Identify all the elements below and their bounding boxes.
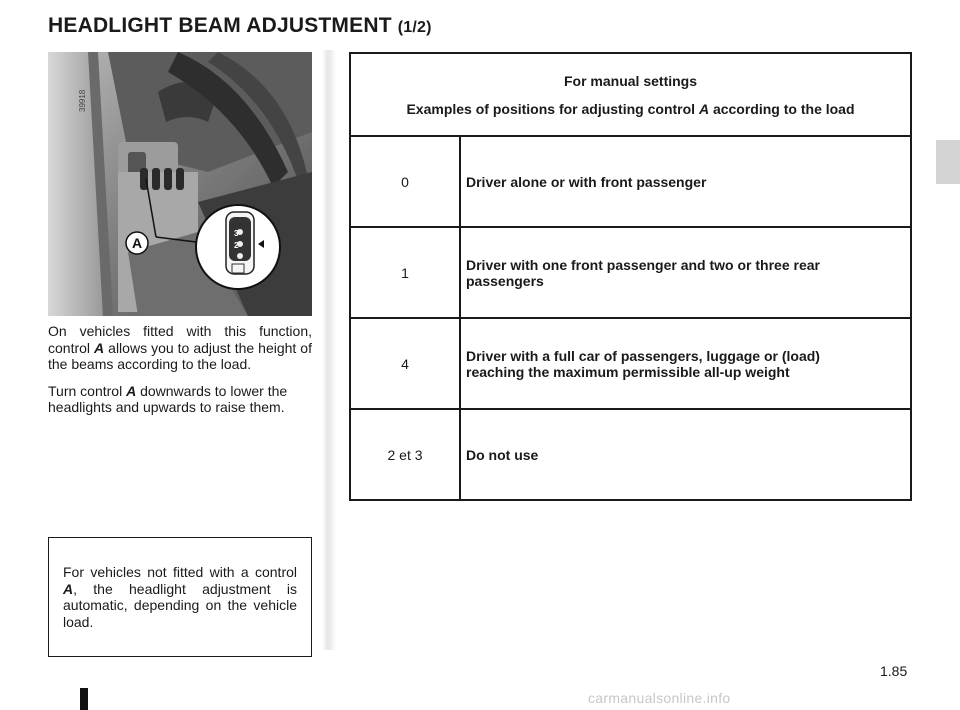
- image-reference-id: 39918: [78, 89, 87, 112]
- column-divider: [322, 50, 336, 650]
- table-header-title: For manual settings: [563, 72, 698, 89]
- table-row: [350, 318, 911, 409]
- table-header-row: [350, 53, 911, 136]
- page-title: [48, 14, 432, 38]
- control-reference: A: [94, 339, 105, 356]
- note-text-segment: , the headlight adjustment is automatic, depending on the vehicle load.: [63, 580, 297, 630]
- page-title-part: (1/2): [397, 19, 432, 36]
- description-cell: Do not use: [460, 409, 911, 500]
- intro-text: [48, 323, 312, 426]
- table-header-subtitle: [406, 101, 854, 117]
- intro-text-segment: On vehicles fitted with this function, control: [48, 323, 312, 356]
- position-cell: 0: [350, 136, 460, 227]
- intro-text-segment: downwards to lower the headlights and upwards to raise them.: [48, 382, 288, 415]
- crop-mark: [80, 688, 88, 710]
- dial-number-2: 2: [234, 241, 239, 250]
- intro-text-segment: allows you to adjust the height of the beams according to the load.: [48, 339, 312, 372]
- control-reference: A: [698, 100, 710, 117]
- description-cell: Driver with a full car of passengers, luggage or (load) reaching the maximum permissible all-up weight: [460, 318, 911, 409]
- control-reference: A: [63, 580, 74, 597]
- position-cell: 1: [350, 227, 460, 318]
- position-cell: 2 et 3: [350, 409, 460, 500]
- header-text-segment: according to the load: [709, 100, 855, 117]
- table-row: [350, 409, 911, 500]
- section-tab-marker: [936, 140, 960, 184]
- dashboard-illustration: [48, 52, 312, 316]
- control-label-a: A: [131, 235, 143, 251]
- control-reference: A: [126, 382, 137, 399]
- note-box: [48, 537, 312, 657]
- intro-paragraph-2: [48, 383, 312, 416]
- intro-paragraph-1: [48, 323, 312, 373]
- header-text-segment: Examples of positions for adjusting control: [406, 100, 699, 117]
- note-text-segment: For vehicles not fitted with a control: [63, 564, 297, 580]
- load-settings-table: [349, 52, 912, 501]
- position-cell: 4: [350, 318, 460, 409]
- description-cell: Driver alone or with front passenger: [460, 136, 911, 227]
- page-number: 1.85: [880, 663, 908, 679]
- watermark-link[interactable]: carmanualsonline.info: [588, 690, 731, 706]
- table-header: [350, 53, 911, 136]
- table-row: [350, 227, 911, 318]
- description-cell: Driver with one front passenger and two or three rear passengers: [460, 227, 911, 318]
- intro-text-segment: Turn control: [48, 382, 127, 399]
- table-row: [350, 136, 911, 227]
- page-title-text: HEADLIGHT BEAM ADJUSTMENT: [48, 14, 392, 37]
- dial-number-3: 3: [234, 229, 239, 238]
- dashboard-photo: [48, 52, 312, 316]
